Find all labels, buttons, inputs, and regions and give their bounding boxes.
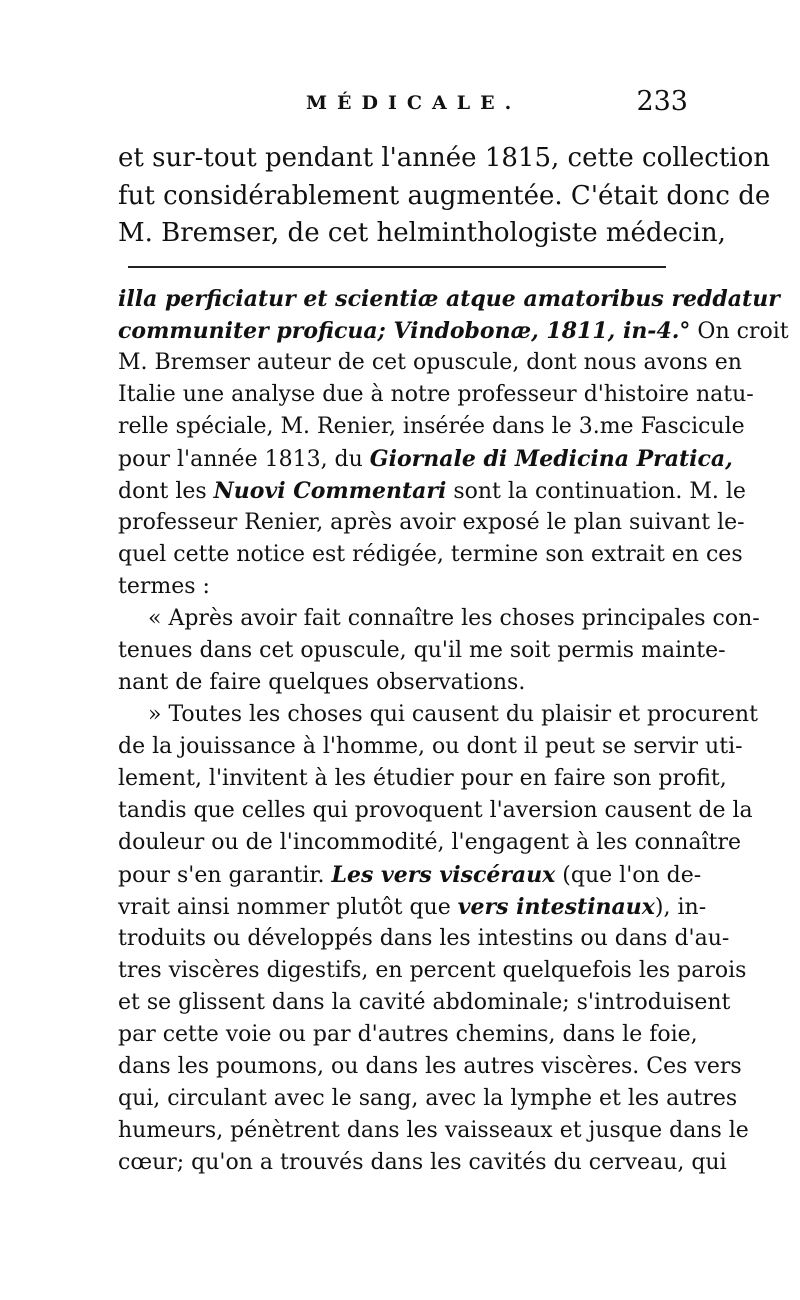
footnote-line: douleur ou de l'incommodité, l'engagent à les connaître [118, 830, 741, 855]
footnote-line: communiter proficua; Vindobonæ, 1811, in-4.° On croit [118, 318, 789, 344]
footnote-text [118, 283, 789, 1179]
running-head: MÉDICALE. [306, 92, 522, 114]
main-text [118, 140, 771, 253]
footnote-line: tandis que celles qui provoquent l'aversion causent de la [118, 798, 753, 823]
page-header [118, 86, 688, 132]
footnote-line: par cette voie ou par d'autres chemins, dans le foie, [118, 1022, 698, 1047]
footnote-line: tres viscères digestifs, en percent quelquefois les parois [118, 958, 747, 983]
footnote-line: « Après avoir fait connaître les choses principales con- [148, 606, 760, 631]
footnote-line: pour l'année 1813, du Giornale di Medicina Pratica, [118, 446, 733, 472]
footnote-line: tenues dans cet opuscule, qu'il me soit permis mainte- [118, 638, 726, 663]
main-text-line: fut considérablement augmentée. C'était donc de [118, 180, 771, 211]
footnote-line: professeur Renier, après avoir exposé le plan suivant le- [118, 510, 745, 535]
main-text-line: M. Bremser, de cet helminthologiste médecin, [118, 218, 726, 248]
footnote-line: cœur; qu'on a trouvés dans les cavités du cerveau, qui [118, 1150, 727, 1175]
footnote-line: M. Bremser auteur de cet opuscule, dont nous avons en [118, 350, 742, 375]
footnote-line: humeurs, pénètrent dans les vaisseaux et jusque dans le [118, 1118, 749, 1143]
footnote-line: illa perficiatur et scientiæ atque amatoribus reddatur [118, 286, 780, 312]
footnote-separator [128, 266, 666, 268]
footnote-line: pour s'en garantir. Les vers viscéraux (que l'on de- [118, 862, 702, 888]
footnote-line: troduits ou développés dans les intestins ou dans d'au- [118, 926, 730, 951]
footnote-line: dont les Nuovi Commentari sont la continuation. M. le [118, 478, 746, 504]
footnote-line: et se glissent dans la cavité abdominale; s'introduisent [118, 990, 731, 1015]
main-text-line: et sur-tout pendant l'année 1815, cette collection [118, 143, 770, 173]
footnote-line: dans les poumons, ou dans les autres viscères. Ces vers [118, 1054, 742, 1079]
footnote-line: lement, l'invitent à les étudier pour en faire son profit, [118, 766, 727, 791]
footnote-line: relle spéciale, M. Renier, insérée dans le 3.me Fascicule [118, 414, 745, 439]
page-number: 233 [636, 86, 688, 117]
footnote-line: termes : [118, 574, 210, 599]
footnote-line: nant de faire quelques observations. [118, 670, 526, 695]
footnote-line: vrait ainsi nommer plutôt que vers intestinaux), in- [118, 894, 707, 920]
footnote-line: Italie une analyse due à notre professeur d'histoire natu- [118, 382, 754, 407]
footnote-line: de la jouissance à l'homme, ou dont il peut se servir uti- [118, 734, 743, 759]
footnote-line: qui, circulant avec le sang, avec la lymphe et les autres [118, 1086, 738, 1111]
footnote-line: quel cette notice est rédigée, termine son extrait en ces [118, 542, 743, 567]
footnote-line: » Toutes les choses qui causent du plaisir et procurent [148, 702, 758, 727]
